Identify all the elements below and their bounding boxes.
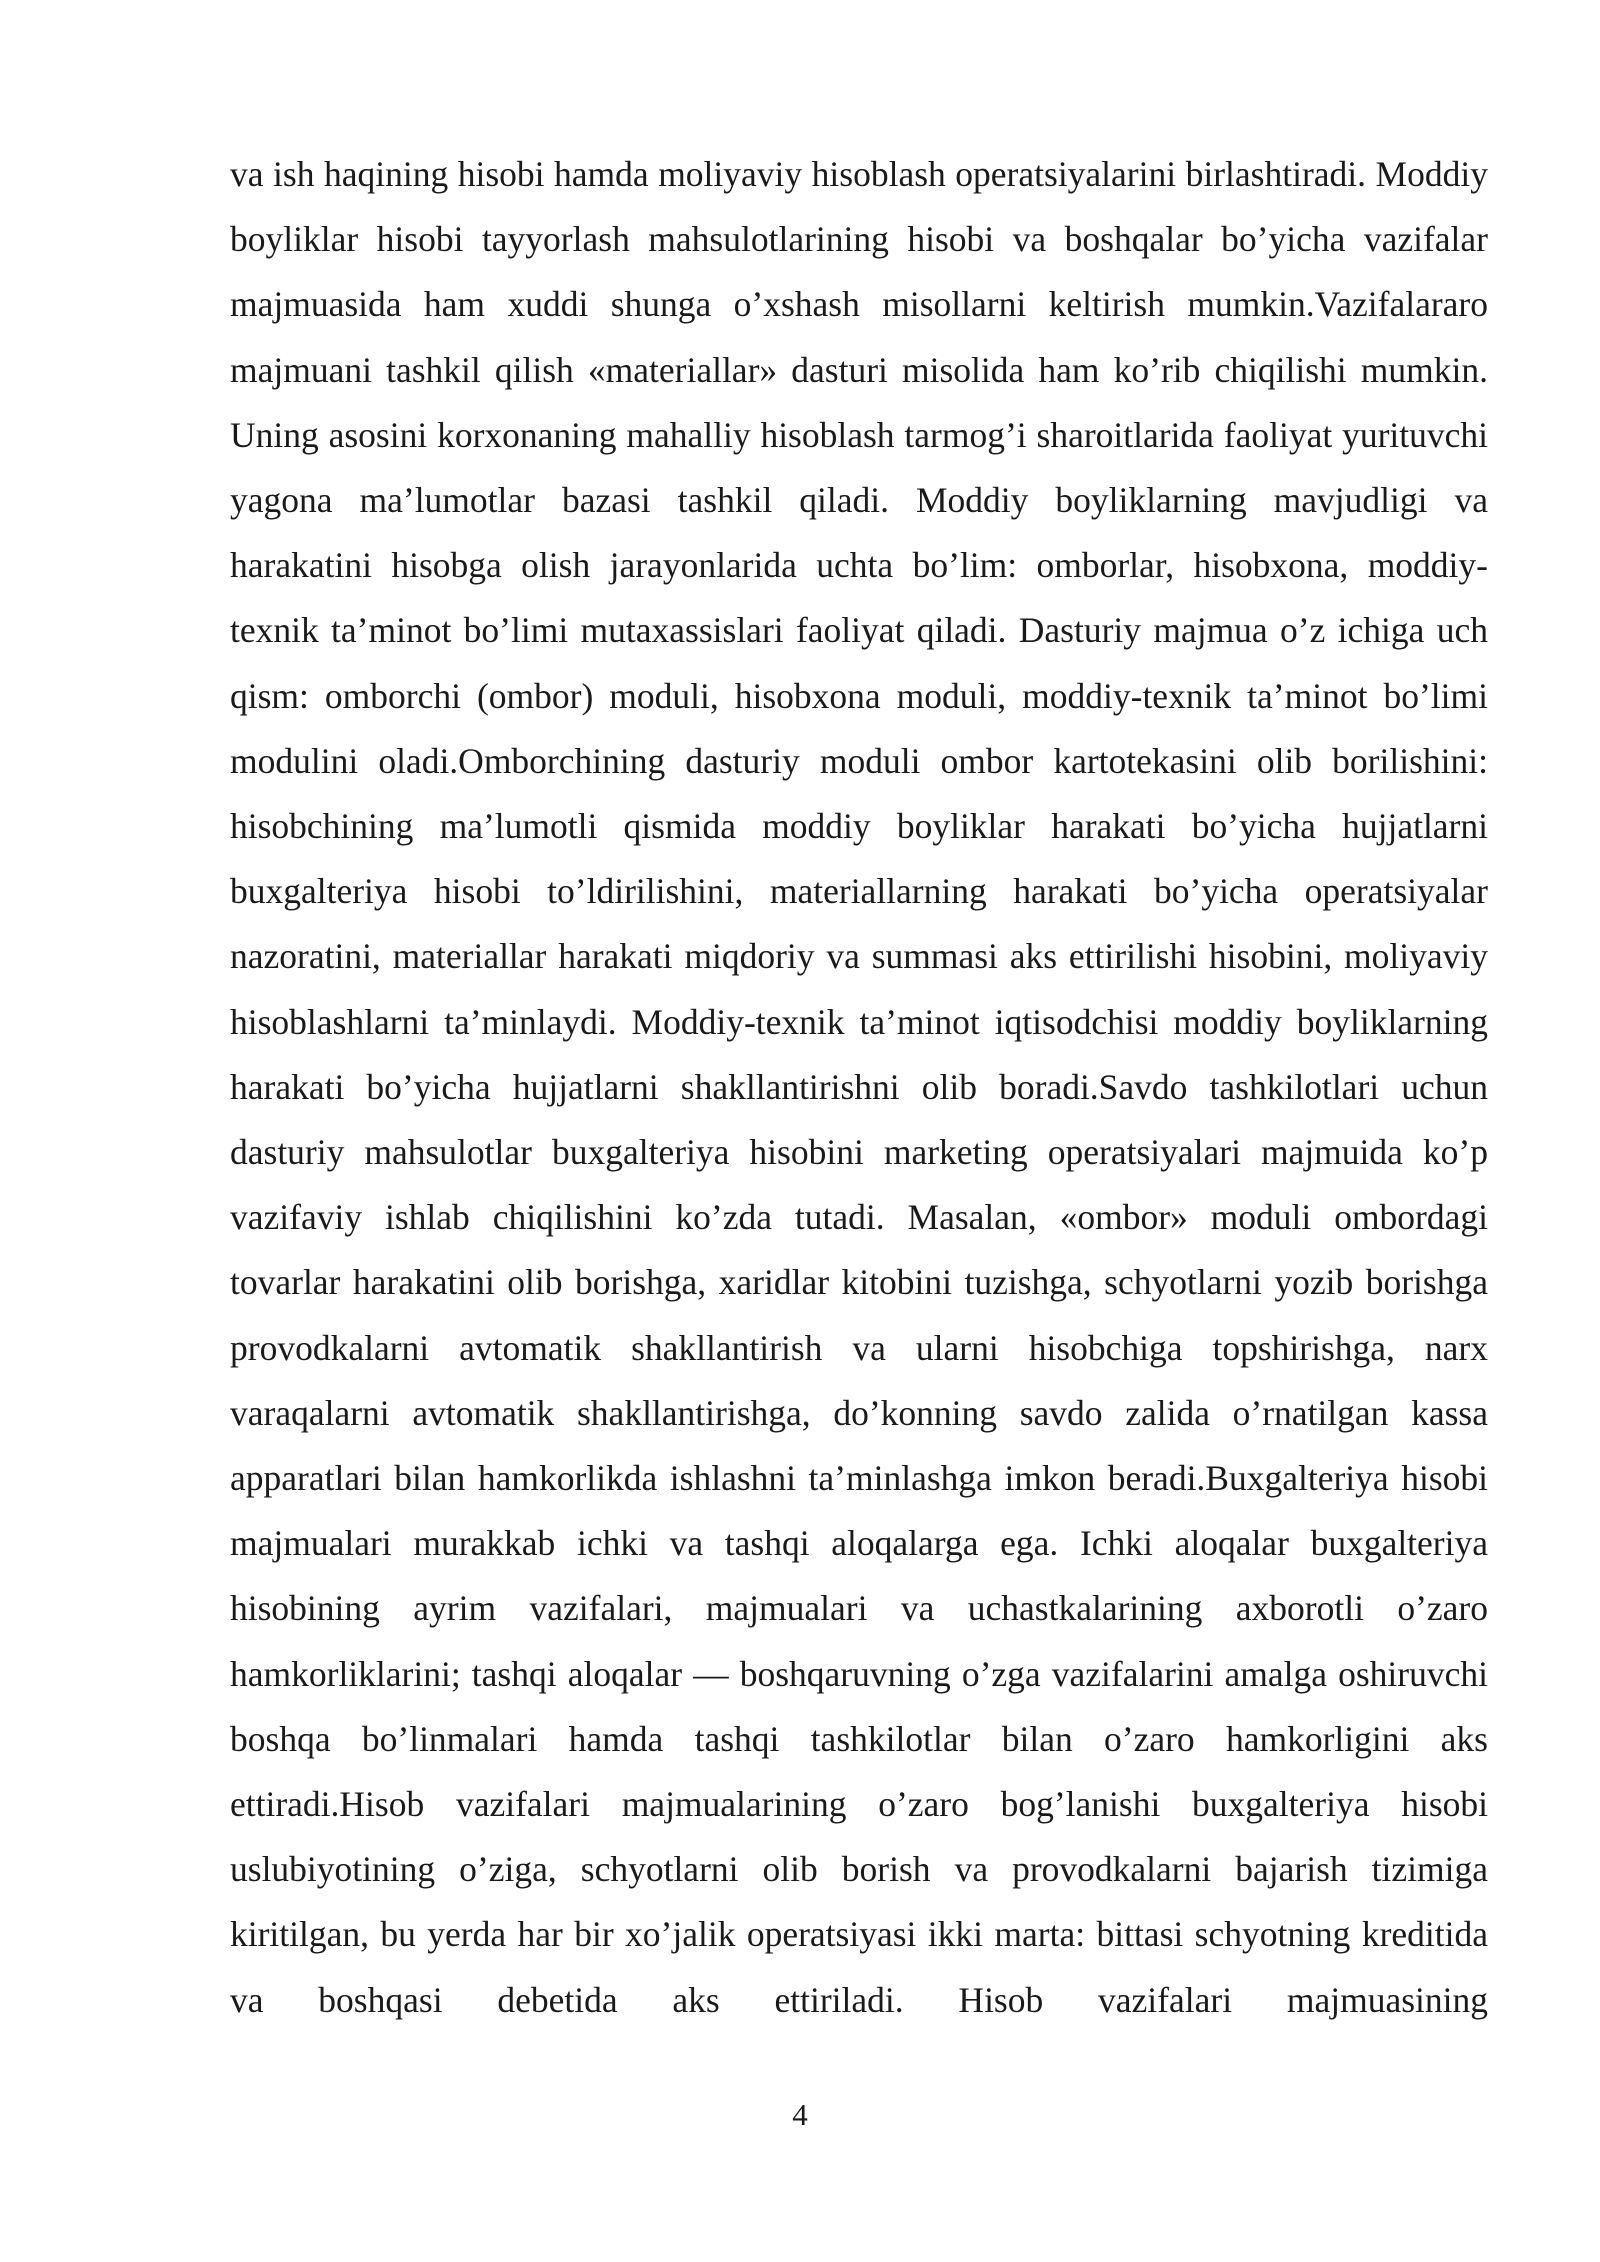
page-number: 4 (792, 2097, 808, 2132)
body-paragraph: va ish haqining hisobi hamda moliyaviy hisoblash operatsiyalarini birlashtiradi. Moddiy boyliklar hisobi tayyorlash mahsulotlarining hisobi va boshqalar bo’yicha vazifalar majmuasida ham xuddi shunga o’xshash misollarni keltirish mumkin.Vazifalararo majmuani tashkil qilish «materiallar» dasturi misolida ham ko’rib chiqilishi mumkin. Uning asosini korxonaning mahalliy hisoblash tarmog’i sharoitlarida faoliyat yurituvchi yagona ma’lumotlar bazasi tashkil qiladi. Moddiy boyliklarning mavjudligi va harakatini hisobga olish jarayonlarida uchta bo’lim: omborlar, hisobxona, moddiy-texnik ta’minot bo’limi mutaxassislari faoliyat qiladi. Dasturiy majmua o’z ichiga uch qism: omborchi (ombor) moduli, hisobxona moduli, moddiy-texnik ta’minot bo’limi modulini oladi.Omborchining dasturiy moduli ombor kartotekasini olib borilishini: hisobchining ma’lumotli qismida moddiy boyliklar harakati bo’yicha hujjatlarni buxgalteriya hisobi to’ldirilishini, materiallarning harakati bo’yicha operatsiyalar nazoratini, materiallar harakati miqdoriy va summasi aks ettirilishi hisobini, moliyaviy hisoblashlarni ta’minlaydi. Moddiy-texnik ta’minot iqtisodchisi moddiy boyliklarning harakati bo’yicha hujjatlarni shakllantirishni olib boradi.Savdo tashkilotlari uchun dasturiy mahsulotlar buxgalteriya hisobini marketing operatsiyalari majmuida ko’p vazifaviy ishlab chiqilishini ko’zda tutadi. Masalan, «ombor» moduli ombordagi tovarlar harakatini olib borishga, xaridlar kitobini tuzishga, schyotlarni yozib borishga provodkalarni avtomatik shakllantirish va ularni hisobchiga topshirishga, narx varaqalarni avtomatik shakllantirishga, do’konning savdo zalida o’rnatilgan kassa apparatlari bilan hamkorlikda ishlashni ta’minlashga imkon beradi.Buxgalteriya hisobi majmualari murakkab ichki va tashqi aloqalarga ega. Ichki aloqalar buxgalteriya hisobining ayrim vazifalari, majmualari va uchastkalarining axborotli o’zaro hamkorliklarini; tashqi aloqalar — boshqaruvning o’zga vazifalarini amalga oshiruvchi boshqa bo’linmalari hamda tashqi tashkilotlar bilan o’zaro hamkorligini aks ettiradi.Hisob vazifalari majmualarining o’zaro bog’lanishi buxgalteriya hisobi uslubiyotining o’ziga, schyotlarni olib borish va provodkalarni bajarish tizimiga kiritilgan, bu yerda har bir xo’jalik operatsiyasi ikki marta: bittasi schyotning kreditida va boshqasi debetida aks ettiriladi. Hisob vazifalari majmuasining (230, 154, 1488, 2020)
